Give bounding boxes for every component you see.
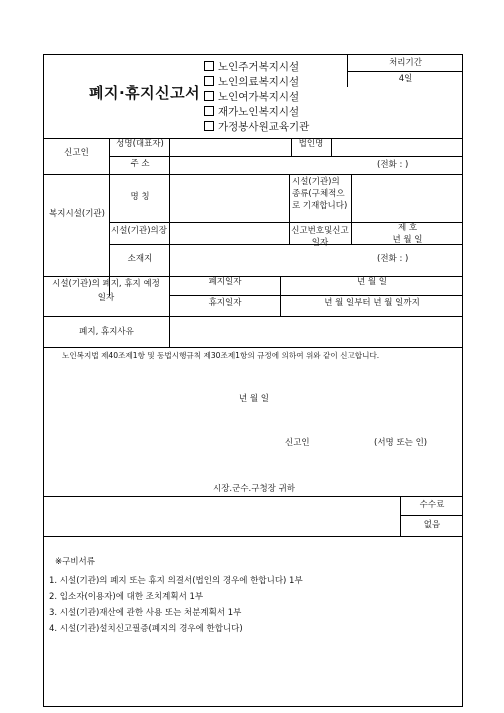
option-checkbox-5[interactable] (204, 121, 309, 134)
declaration-statement: 노인복지법 제40조제1항 및 동법시행규칙 제30조제1항의 규정에 의하여 위와 같이 신고합니다. (62, 351, 380, 360)
fee-label: 수수료 (419, 500, 445, 510)
processing-period-value: 4일 (398, 74, 413, 84)
closure-section-label: 시설(기관)의 폐지, 휴지 예정일자 (52, 279, 160, 303)
fee-value: 없음 (423, 520, 441, 530)
form-frame (43, 54, 463, 707)
facility-type-label: 시설(기관)의 종류(구체적으로 기재합니다) (292, 177, 348, 211)
facility-phone-label: (전화 : ) (377, 254, 409, 264)
form-title: 폐지·휴지신고서 (89, 84, 201, 102)
reason-field[interactable] (170, 317, 462, 346)
checkbox-icon[interactable] (204, 91, 214, 101)
option-label: 노인의료복지시설 (218, 76, 300, 88)
suspend-date-label: 휴지일자 (208, 298, 242, 308)
report-date-value: 년 월 일 (392, 235, 423, 245)
checkbox-icon[interactable] (204, 61, 214, 71)
location-label: 소재지 (127, 254, 153, 264)
option-label: 재가노인복지시설 (218, 106, 300, 118)
option-checkbox-3[interactable] (204, 91, 299, 104)
facility-name-field[interactable] (170, 175, 288, 222)
document-item: 1. 시설(기관)의 폐지 또는 휴지 의결서(법인의 경우에 한합니다) 1부 (49, 576, 303, 586)
report-number-value: 제 호 (397, 223, 418, 233)
document-item: 2. 입소자(이용자)에 대한 조치계획서 1부 (49, 592, 204, 602)
name-label: 성명(대표자) (116, 139, 164, 149)
reason-label: 폐지, 휴지사유 (79, 327, 134, 337)
closure-date-value[interactable]: 년 월 일 (356, 277, 388, 287)
suspend-date-value[interactable]: 년 월 일부터 년 월 일까지 (324, 298, 420, 308)
closure-date-label: 폐지일자 (208, 277, 242, 287)
option-checkbox-2[interactable] (204, 76, 299, 89)
facility-head-label: 시설(기관)의장 (111, 226, 167, 236)
option-label: 가정봉사원교육기관 (218, 121, 310, 133)
signer-label: 신고인 (285, 438, 310, 448)
corp-name-field[interactable] (332, 139, 462, 155)
option-label: 노인여가복지시설 (218, 91, 300, 103)
checkbox-icon[interactable] (204, 106, 214, 116)
reporter-phone-label: (전화 : ) (377, 160, 409, 170)
facility-head-field[interactable] (170, 223, 288, 243)
address-label: 주 소 (130, 159, 150, 169)
facility-name-label: 명 칭 (130, 192, 150, 202)
option-checkbox-4[interactable] (204, 106, 299, 119)
corp-name-label: 법인명 (298, 139, 324, 149)
checkbox-icon[interactable] (204, 76, 214, 86)
report-number-label: 신고번호및신고일자 (291, 226, 349, 248)
facility-type-field[interactable] (352, 175, 462, 222)
checkbox-icon[interactable] (204, 121, 214, 131)
recipient-label: 시장.군수.구청장 귀하 (212, 484, 295, 494)
facility-section-label: 복지시설(기관) (49, 209, 105, 219)
document-item: 4. 시설(기관)설치신고필증(폐지의 경우에 한합니다) (49, 624, 243, 634)
signature-note: (서명 또는 인) (374, 438, 428, 448)
documents-header: ※구비서류 (55, 557, 95, 567)
processing-period-label: 처리기간 (389, 58, 422, 68)
declaration-date[interactable]: 년 월 일 (238, 394, 270, 404)
name-field[interactable] (170, 139, 290, 155)
option-checkbox-1[interactable] (204, 61, 299, 74)
reporter-section-label: 신고인 (64, 148, 89, 158)
option-label: 노인주거복지시설 (218, 61, 300, 73)
document-item: 3. 시설(기관)재산에 관한 사용 또는 처분계획서 1부 (49, 608, 242, 618)
